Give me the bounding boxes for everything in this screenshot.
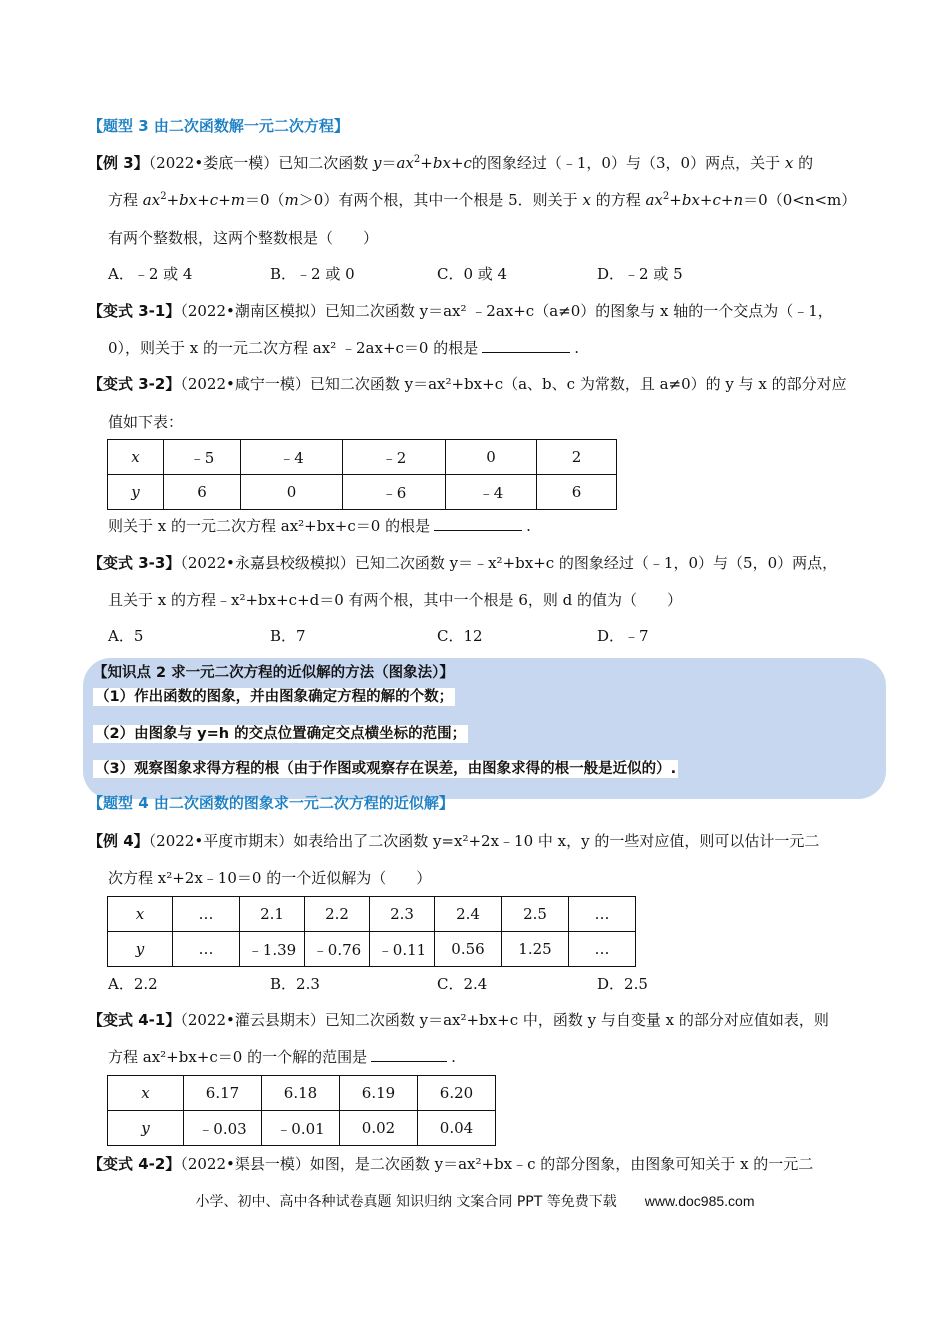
- variant-3-2-line-2: 值如下表：: [108, 413, 184, 431]
- table-row-y: y ﹣0.03 ﹣0.01 0.02 0.04: [108, 1111, 496, 1146]
- table-row-x: x 6.17 6.18 6.19 6.20: [108, 1076, 496, 1111]
- answer-blank[interactable]: [371, 1047, 447, 1062]
- example-3-line-1: 【例 3】（2022•娄底一模）已知二次函数 $y=ax^2+bx+c$的图象经过（﹣1，0）与（3，0）两点，关于 x 的: [88, 154, 814, 172]
- example-3-option-c[interactable]: C．0 或 4: [437, 265, 508, 283]
- example-3-option-d[interactable]: D．﹣2 或 5: [597, 265, 683, 283]
- variant-3-2-line-1: 【变式 3-2】（2022•咸宁一模）已知二次函数 y＝ax²+bx+c（a、b、c 为常数，且 a≠0）的 y 与 x 的部分对应: [88, 375, 847, 393]
- variant-3-3-line-1: 【变式 3-3】（2022•永嘉县校级模拟）已知二次函数 y＝﹣x²+bx+c 的图象经过（﹣1，0）与（5，0）两点，: [88, 554, 838, 572]
- example-3-option-b[interactable]: B．﹣2 或 0: [270, 265, 355, 283]
- variant-3-3-option-a[interactable]: A．5: [108, 627, 144, 645]
- variant-3-3-line-2: 且关于 x 的方程﹣x²+bx+c+d＝0 有两个根，其中一个根是 6，则 d 的值为（ ）: [108, 591, 683, 609]
- example-4-tag: 【例 4】: [88, 832, 149, 850]
- variant-4-1-line-1: 【变式 4-1】（2022•灌云县期末）已知二次函数 y＝ax²+bx+c 中，函数 y 与自变量 x 的部分对应值如表，则: [88, 1011, 829, 1029]
- table-row-x: x … 2.1 2.2 2.3 2.4 2.5 …: [108, 897, 636, 932]
- example-4-line-1: 【例 4】（2022•平度市期末）如表给出了二次函数 y=x²+2x﹣10 中 x，y 的一些对应值，则可以估计一元二: [88, 832, 820, 850]
- knowledge-title: 【知识点 2 求一元二次方程的近似解的方法（图象法）】: [93, 665, 454, 681]
- example-3-line-2: 方程 $ax^2+bx+c+m=0(m>0)$有两个根，其中一个根是 5．则关于 x 的方程 $ax^2+bx+c+n=0(0<n<m)$: [108, 191, 857, 209]
- knowledge-item-1: （1）作出函数的图象，并由图象确定方程的解的个数；: [95, 689, 454, 705]
- variant-4-1-tag: 【变式 4-1】: [88, 1011, 181, 1029]
- variant-3-3-option-d[interactable]: D．﹣7: [597, 627, 649, 645]
- example-4-option-a[interactable]: A．2.2: [108, 975, 158, 993]
- variant-3-3-option-c[interactable]: C．12: [437, 627, 483, 645]
- variant-3-3-option-b[interactable]: B．7: [270, 627, 306, 645]
- example-3-tag: 【例 3】: [88, 154, 149, 172]
- footer-text: 小学、初中、高中各种试卷真题 知识归纳 文案合同 PPT 等免费下载: [195, 1194, 617, 1210]
- example-3-line-3: 有两个整数根，这两个整数根是（ ）: [108, 229, 379, 247]
- answer-blank[interactable]: [434, 516, 522, 531]
- variant-3-2-tag: 【变式 3-2】: [88, 375, 181, 393]
- example-4-option-c[interactable]: C．2.4: [437, 975, 488, 993]
- example-3-option-a[interactable]: A．﹣2 或 4: [108, 265, 193, 283]
- value-table-4: [107, 896, 636, 967]
- value-table-3-2: [107, 439, 617, 510]
- footer-link[interactable]: www.doc985.com: [644, 1193, 755, 1209]
- variant-3-1-line-2: 0），则关于 x 的一元二次方程 ax² ﹣2ax+c＝0 的根是 .: [108, 339, 580, 357]
- variant-3-1-tag: 【变式 3-1】: [88, 302, 181, 320]
- example-4-option-d[interactable]: D．2.5: [597, 975, 648, 993]
- table-row-x: x ﹣5 ﹣4 ﹣2 0 2: [108, 440, 617, 475]
- variant-4-2-tag: 【变式 4-2】: [88, 1155, 181, 1173]
- table-row-y: y … ﹣1.39 ﹣0.76 ﹣0.11 0.56 1.25 …: [108, 932, 636, 967]
- variant-4-2-line-1: 【变式 4-2】（2022•渠县一模）如图，是二次函数 y＝ax²+bx﹣c 的部分图象，由图象可知关于 x 的一元二: [88, 1155, 814, 1173]
- variant-4-1-line-2: 方程 ax²+bx+c＝0 的一个解的范围是 .: [108, 1048, 456, 1066]
- variant-3-2-line-3: 则关于 x 的一元二次方程 ax²+bx+c＝0 的根是 .: [108, 517, 531, 535]
- section-title-4: 【题型 4 由二次函数的图象求一元二次方程的近似解】: [88, 794, 454, 812]
- knowledge-item-2: （2）由图象与 y=h 的交点位置确定交点横坐标的范围；: [95, 726, 467, 742]
- variant-3-3-tag: 【变式 3-3】: [88, 554, 181, 572]
- table-row-y: y 6 0 ﹣6 ﹣4 6: [108, 475, 617, 510]
- variant-3-1-line-1: 【变式 3-1】（2022•潮南区模拟）已知二次函数 y＝ax² ﹣2ax+c（a≠0）的图象与 x 轴的一个交点为（﹣1，: [88, 302, 833, 320]
- value-table-4-1: [107, 1075, 496, 1146]
- example-4-option-b[interactable]: B．2.3: [270, 975, 320, 993]
- section-title-3: 【题型 3 由二次函数解一元二次方程】: [88, 117, 349, 135]
- example-4-line-2: 次方程 x²+2x﹣10＝0 的一个近似解为（ ）: [108, 869, 432, 887]
- answer-blank[interactable]: [482, 338, 570, 353]
- page-footer: [0, 1191, 950, 1211]
- knowledge-item-3: （3）观察图象求得方程的根（由于作图或观察存在误差，由图象求得的根一般是近似的）.: [95, 761, 677, 777]
